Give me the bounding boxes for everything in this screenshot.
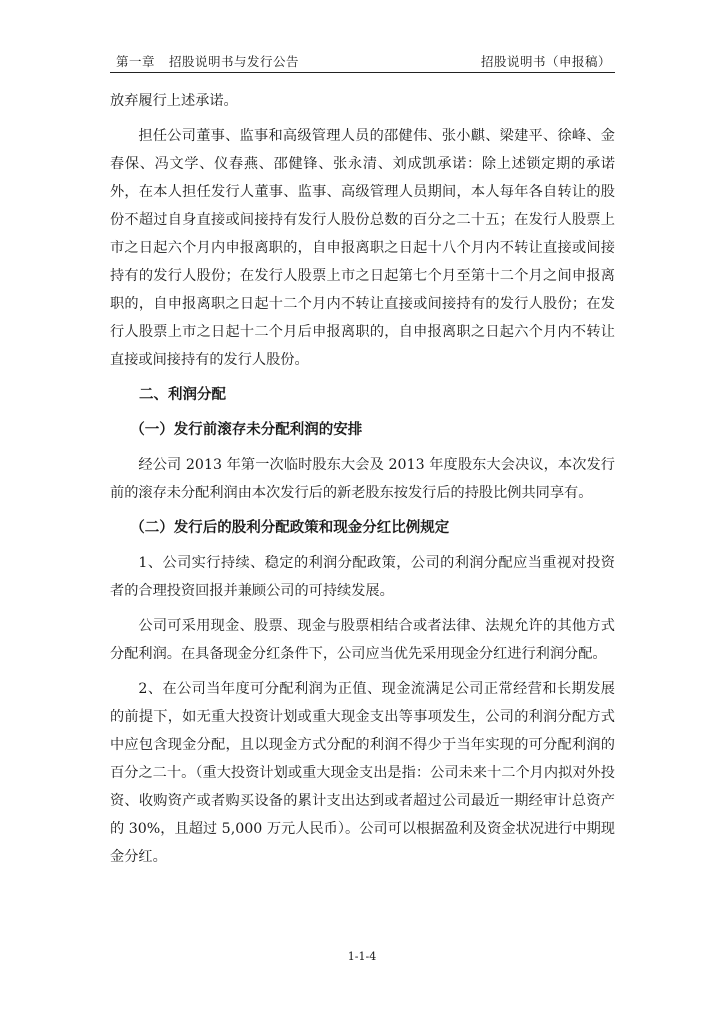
paragraph-policy-1: 1、公司实行持续、稳定的利润分配政策，公司的利润分配应当重视对投资者的合理投资回报并兼顾公司的可持续发展。 — [110, 555, 615, 599]
paragraph-lockup-commitment: 担任公司董事、监事和高级管理人员的邵健伟、张小麒、梁建平、徐峰、金春保、冯文学、仪春燕、邵健锋、张永清、刘成凯承诺：除上述锁定期的承诺外，在本人担任发行人董事、监事、高级管理人员期间，本人每年各自转让的股份不超过自身直接或间接持有发行人股份总数的百分之二十五；在发行人股票上市之日起六个月内申报离职的，自申报离职之日起十八个月内不转让直接或间接持有的发行人股份；在发行人股票上市之日起第七个月至第十二个月之间申报离职的，自申报离职之日起十二个月内不转让直接或间接持有的发行人股份；在发行人股票上市之日起十二个月后申报离职的，自申报离职之日起六个月内不转让直接或间接持有的发行人股份。 — [110, 128, 615, 368]
header-doc-title: 招股说明书（申报稿） — [480, 54, 611, 69]
page-number: 1-1-4 — [347, 950, 377, 963]
paragraph-retained-profits: 经公司 2013 年第一次临时股东大会及 2013 年度股东大会决议，本次发行前的滚存未分配利润由本次发行后的新老股东按发行后的持股比例共同享有。 — [110, 457, 615, 501]
paragraph-continuation: 放弃履行上述承诺。 — [110, 93, 238, 109]
subsection-heading-retained-profits: （一）发行前滚存未分配利润的安排 — [130, 422, 363, 438]
document-body — [110, 87, 615, 878]
header-section: 招股说明书与发行公告 — [169, 54, 300, 69]
header-left — [116, 52, 299, 70]
header-chapter: 第一章 — [116, 54, 156, 69]
paragraph-policy-methods: 公司可采用现金、股票、现金与股票相结合或者法律、法规允许的其他方式分配利润。在具备现金分红条件下，公司应当优先采用现金分红进行利润分配。 — [110, 618, 615, 662]
section-heading-profit-distribution: 二、利润分配 — [139, 387, 226, 403]
paragraph-policy-2: 2、在公司当年度可分配利润为正值、现金流满足公司正常经营和长期发展的前提下，如无重大投资计划或重大现金支出等事项发生，公司的利润分配方式中应包含现金分配，且以现金方式分配的利润不得少于当年实现的可分配利润的百分之二十。（重大投资计划或重大现金支出是指：公司未来十二个月内拟对外投资、收购资产或者购买设备的累计支出达到或者超过公司最近一期经审计总资产的 30%，且超过 5,000 万元人民币）。公司可以根据盈利及资金状况进行中期现金分红。 — [110, 681, 615, 865]
subsection-heading-dividend-policy: （二）发行后的股利分配政策和现金分红比例规定 — [130, 520, 450, 536]
page-header — [110, 48, 615, 73]
